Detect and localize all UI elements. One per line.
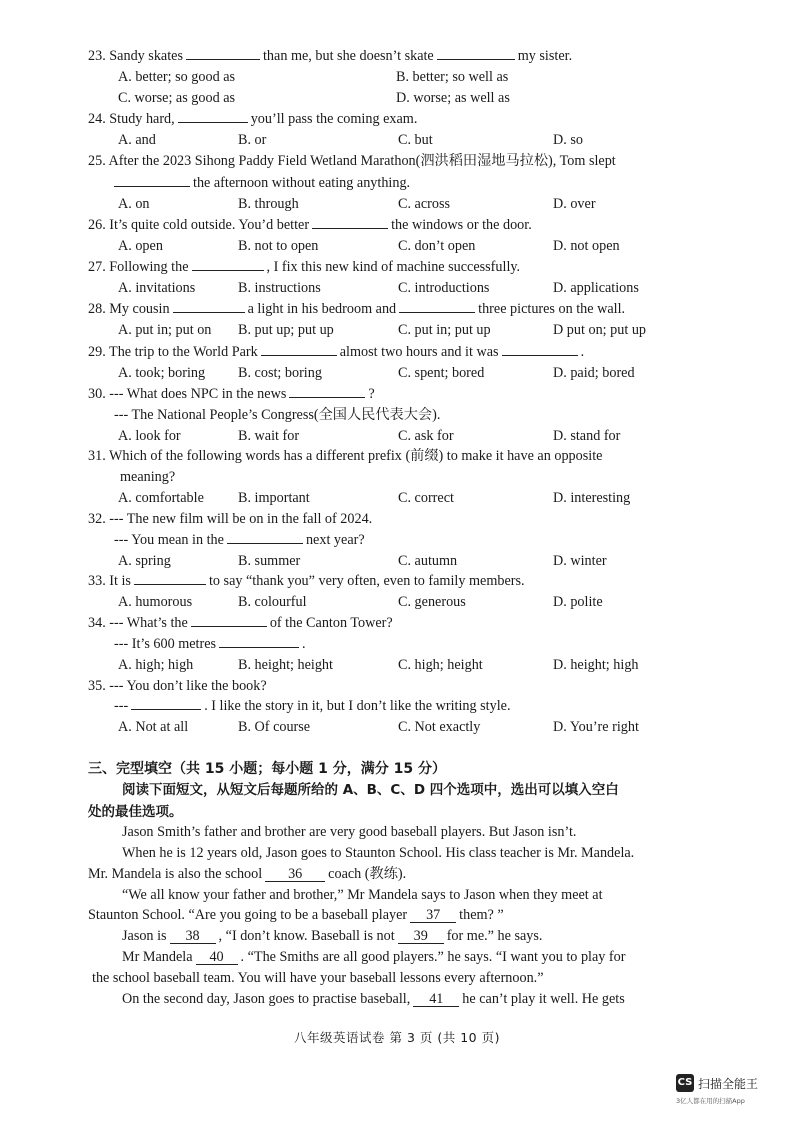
answer-blank: [131, 697, 201, 710]
question-26: 26. It’s quite cold outside. You’d better the windows or the door.: [88, 217, 532, 233]
question-31-line2: meaning?: [120, 469, 176, 485]
options-31: A. comfortable B. important C. correct D. interesting: [118, 490, 631, 506]
scanner-watermark: [676, 1074, 786, 1110]
section-instruction-2: 处的最佳选项。: [88, 804, 183, 820]
watermark-name: 扫描全能王: [698, 1077, 759, 1091]
options-33: A. humorous B. colourful C. generous D. polite: [118, 594, 603, 610]
passage-paragraph-5: Mr Mandela 40 . “The Smiths are all good players.” he says. “I want you to play for: [122, 949, 626, 965]
answer-blank: [437, 47, 515, 60]
answer-blank: [227, 531, 303, 544]
options-30: A. look for B. wait for C. ask for D. stand for: [118, 428, 621, 444]
cloze-blank-37: 37: [410, 908, 456, 923]
answer-blank: [289, 385, 365, 398]
answer-blank: [114, 174, 190, 187]
options-28: A. put in; put on B. put up; put up C. put in; put up D put on; put up: [118, 322, 647, 338]
answer-blank: [261, 343, 337, 356]
camscanner-logo-icon: CS: [676, 1074, 694, 1092]
answer-blank: [219, 635, 299, 648]
answer-blank: [134, 572, 206, 585]
question-28: 28. My cousin a light in his bedroom and three pictures on the wall.: [88, 301, 626, 317]
passage-paragraph-6: On the second day, Jason goes to practise baseball, 41 he can’t play it well. He gets: [122, 991, 625, 1007]
options-34: A. high; high B. height; height C. high; height D. height; high: [118, 657, 639, 673]
options-23-row2: C. worse; as good as D. worse; as well as: [118, 90, 510, 106]
question-25-line2: the afternoon without eating anything.: [114, 174, 754, 192]
options-29: A. took; boring B. cost; boring C. spent; bored D. paid; bored: [118, 365, 635, 381]
cloze-blank-39: 39: [398, 929, 444, 944]
answer-blank: [399, 300, 475, 313]
question-35-line2: --- . I like the story in it, but I don’t like the writing style.: [114, 698, 511, 714]
passage-paragraph-3-line2: Staunton School. “Are you going to be a baseball player 37 them? ”: [88, 907, 504, 923]
passage-paragraph-2: When he is 12 years old, Jason goes to Staunton School. His class teacher is Mr. Mandela.: [122, 845, 635, 861]
answer-blank: [191, 614, 267, 627]
answer-blank: [502, 343, 578, 356]
section-instruction: 阅读下面短文，从短文后每题所给的 A、B、C、D 四个选项中，选出可以填入空白: [122, 782, 619, 798]
question-31: 31. Which of the following words has a different prefix (前缀) to make it have an opposite: [88, 448, 603, 464]
passage-paragraph-3: “We all know your father and brother,” Mr Mandela says to Jason when they meet at: [122, 887, 603, 903]
question-34-line2: --- It’s 600 metres .: [114, 636, 306, 652]
question-30: 30. --- What does NPC in the news ?: [88, 386, 375, 402]
answer-blank: [186, 47, 260, 60]
question-35: 35. --- You don’t like the book?: [88, 678, 267, 694]
answer-blank: [173, 300, 245, 313]
cloze-blank-40: 40: [196, 950, 238, 965]
options-35: A. Not at all B. Of course C. Not exactly D. You’re right: [118, 719, 639, 735]
cloze-blank-38: 38: [170, 929, 216, 944]
page-footer: 八年级英语试卷 第 3 页 (共 10 页): [294, 1030, 500, 1045]
question-32: 32. --- The new film will be on in the fall of 2024.: [88, 511, 373, 527]
question-32-line2: --- You mean in the next year?: [114, 532, 365, 548]
question-23: 23. Sandy skates than me, but she doesn’t skate my sister.: [88, 48, 573, 64]
options-25: A. on B. through C. across D. over: [118, 196, 596, 212]
cloze-blank-41: 41: [413, 992, 459, 1007]
question-30-line2: --- The National People’s Congress(全国人民代表大会).: [114, 407, 441, 423]
question-33: 33. It is to say “thank you” very often, even to family members.: [88, 573, 525, 589]
question-27: 27. Following the , I fix this new kind of machine successfully.: [88, 259, 521, 275]
options-23-row1: A. better; so good as B. better; so well as: [118, 69, 509, 85]
options-27: A. invitations B. instructions C. introductions D. applications: [118, 280, 639, 296]
passage-paragraph-4: Jason is 38 , “I don’t know. Baseball is not 39 for me.” he says.: [122, 928, 543, 944]
options-24: A. and B. or C. but D. so: [118, 132, 583, 148]
cloze-blank-36: 36: [265, 867, 325, 882]
options-32: A. spring B. summer C. autumn D. winter: [118, 553, 607, 569]
question-24: 24. Study hard, you’ll pass the coming exam.: [88, 111, 418, 127]
question-34: 34. --- What’s the of the Canton Tower?: [88, 615, 393, 631]
question-25: 25. After the 2023 Sihong Paddy Field Wetland Marathon(泗洪稻田湿地马拉松), Tom slept: [88, 153, 616, 169]
passage-paragraph-1: Jason Smith’s father and brother are very good baseball players. But Jason isn’t.: [122, 824, 577, 840]
answer-blank: [178, 110, 248, 123]
passage-paragraph-2-line2: Mr. Mandela is also the school 36 coach (教练).: [88, 866, 407, 882]
options-26: A. open B. not to open C. don’t open D. not open: [118, 238, 620, 254]
passage-paragraph-5-line2: the school baseball team. You will have your baseball lessons every afternoon.”: [92, 970, 544, 986]
section-title: 三、完型填空（共 15 小题；每小题 1 分，满分 15 分）: [88, 761, 446, 777]
question-29: 29. The trip to the World Park almost two hours and it was .: [88, 344, 585, 360]
answer-blank: [312, 216, 388, 229]
answer-blank: [192, 258, 264, 271]
watermark-tagline: 3亿人都在用的扫描App: [676, 1097, 745, 1105]
